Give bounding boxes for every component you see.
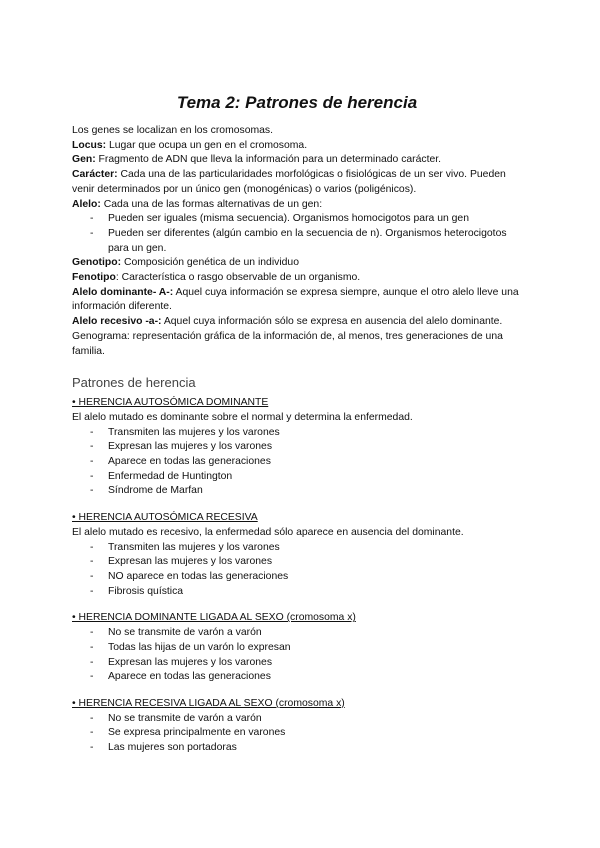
definition-text: Lugar que ocupa un gen en el cromosoma. — [106, 139, 308, 151]
definition-alelo — [72, 198, 522, 213]
definition-term: Alelo dominante- A-: — [72, 286, 174, 298]
list-item: - Pueden ser diferentes (algún cambio en la secuencia de n). Organismos heterocigotos para un gen. — [90, 227, 522, 256]
section-description: El alelo mutado es dominante sobre el normal y determina la enfermedad. — [72, 411, 413, 423]
list-item: - Las mujeres son portadoras — [90, 741, 522, 756]
definition-term: Alelo: — [72, 198, 101, 210]
section-autosomica-dominante — [72, 396, 522, 499]
definition-text: : Característica o rasgo observable de un organismo. — [115, 272, 361, 284]
genograma-text: Genograma: representación gráfica de la información de, al menos, tres generaciones de una familia. — [72, 330, 503, 357]
definition-term: Alelo recesivo -a-: — [72, 316, 162, 328]
section-list — [72, 541, 522, 600]
section-recesiva-ligada-sexo — [72, 697, 522, 756]
definition-alelo-recesivo — [72, 315, 522, 330]
list-item: - No se transmite de varón a varón — [90, 626, 522, 641]
list-item: - Expresan las mujeres y los varones — [90, 440, 522, 455]
list-item: - Síndrome de Marfan — [90, 484, 522, 499]
definition-text: Cada una de las formas alternativas de un gen: — [100, 198, 323, 210]
definition-text: Cada una de las particularidades morfológicas o fisiológicas de un ser vivo. Pueden venir determinados por un único gen (monogénicas) o varios (poligénicos). — [72, 169, 506, 195]
definition-gen — [72, 153, 522, 168]
intro-text: Los genes se localizan en los cromosomas. — [72, 125, 273, 136]
definition-alelo-dominante — [72, 286, 522, 315]
list-item: - Enfermedad de Huntington — [90, 470, 522, 485]
list-item: - Aparece en todas las generaciones — [90, 670, 522, 685]
section-list — [72, 426, 522, 500]
definition-term: Genotipo: — [72, 257, 122, 269]
definition-term: Locus: — [72, 139, 107, 151]
definition-text: Composición genética de un individuo — [121, 257, 299, 269]
definition-text: Aquel cuya información se expresa siempre, aunque el otro alelo lleve una información diferente. — [72, 286, 519, 313]
list-item: - Fibrosis quística — [90, 585, 522, 600]
definition-term: Carácter: — [72, 169, 118, 181]
section-title-patrones: Patrones de herencia — [72, 375, 196, 391]
section-heading: • HERENCIA RECESIVA LIGADA AL SEXO (cromosoma x) — [72, 697, 345, 709]
list-item: - No se transmite de varón a varón — [90, 712, 522, 727]
list-item: - Se expresa principalmente en varones — [90, 726, 522, 741]
list-item: - Expresan las mujeres y los varones — [90, 656, 522, 671]
section-heading: • HERENCIA AUTOSÓMICA RECESIVA — [72, 512, 258, 524]
list-item: - Expresan las mujeres y los varones — [90, 555, 522, 570]
definition-term: Gen: — [72, 154, 96, 166]
definition-term: Fenotipo — [72, 272, 116, 284]
definition-fenotipo — [72, 271, 522, 286]
section-list — [72, 626, 522, 685]
definition-text: Fragmento de ADN que lleva la información para un determinado carácter. — [95, 154, 442, 166]
alelo-list — [72, 212, 522, 256]
list-item: - Todas las hijas de un varón lo expresan — [90, 641, 522, 656]
list-item: - Transmiten las mujeres y los varones — [90, 426, 522, 441]
definition-text: Aquel cuya información sólo se expresa en ausencia del alelo dominante. — [161, 316, 503, 328]
section-list — [72, 712, 522, 756]
list-item: - Pueden ser iguales (misma secuencia). Organismos homocigotos para un gen — [90, 212, 522, 227]
list-item: - NO aparece en todas las generaciones — [90, 570, 522, 585]
section-heading: • HERENCIA AUTOSÓMICA DOMINANTE — [72, 397, 269, 409]
definition-caracter — [72, 168, 522, 197]
document-page — [72, 92, 522, 768]
section-autosomica-recesiva — [72, 511, 522, 599]
section-heading: • HERENCIA DOMINANTE LIGADA AL SEXO (cromosoma x) — [72, 612, 356, 624]
list-item: - Aparece en todas las generaciones — [90, 455, 522, 470]
definition-genotipo — [72, 256, 522, 271]
section-dominante-ligada-sexo — [72, 611, 522, 685]
definition-locus — [72, 139, 522, 154]
section-description: El alelo mutado es recesivo, la enfermedad sólo aparece en ausencia del dominante. — [72, 526, 464, 538]
page-title: Tema 2: Patrones de herencia — [176, 93, 418, 112]
list-item: - Transmiten las mujeres y los varones — [90, 541, 522, 556]
